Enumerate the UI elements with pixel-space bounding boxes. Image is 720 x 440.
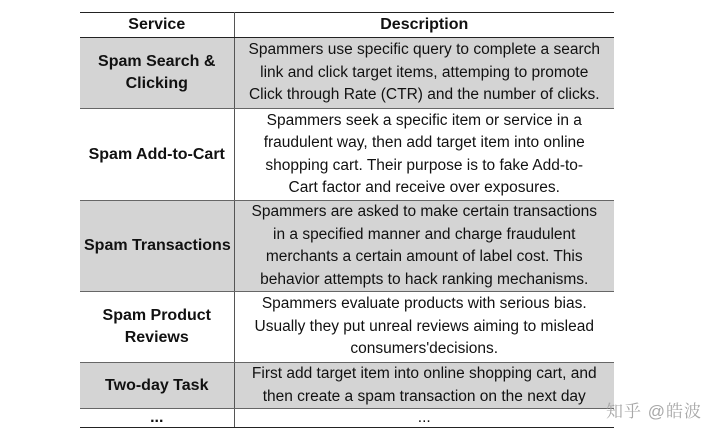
description-line: in a specified manner and charge fraudulent bbox=[273, 225, 576, 243]
description-line: then create a spam transaction on the next day bbox=[262, 387, 586, 405]
table-row bbox=[80, 292, 614, 363]
service-cell bbox=[80, 38, 234, 109]
service-cell bbox=[80, 201, 234, 292]
description-line: consumers'decisions. bbox=[350, 340, 499, 358]
table-row bbox=[80, 38, 614, 109]
description-cell bbox=[234, 201, 614, 292]
watermark: 知乎 @皓波 bbox=[606, 402, 702, 421]
service-name-line: Clicking bbox=[125, 75, 188, 92]
table-row bbox=[80, 201, 614, 292]
service-cell bbox=[80, 363, 234, 409]
service-name-line: Reviews bbox=[124, 329, 189, 346]
description-line: behavior attempts to hack ranking mechanisms. bbox=[260, 270, 589, 288]
description-line: Spammers seek a specific item or service in a bbox=[266, 111, 582, 129]
service-cell bbox=[80, 109, 234, 201]
service-name-line: Spam Search & bbox=[98, 53, 216, 70]
description-cell bbox=[234, 109, 614, 201]
description-line: Spammers use specific query to complete a search bbox=[248, 41, 600, 59]
service-name-line: Spam Product bbox=[102, 307, 211, 324]
description-line: shopping cart. Their purpose is to fake Add-to- bbox=[265, 156, 584, 174]
table-row bbox=[80, 363, 614, 409]
description-cell bbox=[234, 409, 614, 428]
description-line: ... bbox=[417, 409, 431, 426]
service-name-line: ... bbox=[150, 409, 164, 426]
description-line: link and click target items, attemping to promote bbox=[260, 63, 589, 81]
description-line: First add target item into online shopping cart, and bbox=[251, 365, 597, 382]
description-line: merchants a certain amount of label cost. This bbox=[265, 248, 583, 265]
description-cell bbox=[234, 363, 614, 409]
service-column-header: Service bbox=[80, 13, 234, 38]
service-cell bbox=[80, 292, 234, 363]
service-name-line: Spam Transactions bbox=[84, 237, 231, 254]
services-table bbox=[80, 12, 614, 428]
services-table-container bbox=[80, 12, 614, 428]
table-header-row bbox=[80, 13, 614, 38]
description-line: fraudulent way, then add target item into online bbox=[263, 134, 585, 151]
description-column-header: Description bbox=[234, 13, 614, 38]
description-cell bbox=[234, 292, 614, 363]
service-cell bbox=[80, 409, 234, 428]
service-name-line: Two-day Task bbox=[105, 376, 209, 394]
description-cell bbox=[234, 38, 614, 109]
service-name-line: Spam Add-to-Cart bbox=[88, 145, 225, 163]
description-line: Click through Rate (CTR) and the number of clicks. bbox=[248, 86, 600, 104]
description-line: Spammers are asked to make certain transactions bbox=[251, 203, 597, 220]
table-row bbox=[80, 109, 614, 201]
description-line: Usually they put unreal reviews aiming to mislead bbox=[254, 317, 594, 335]
description-line: Cart factor and receive over exposures. bbox=[288, 179, 560, 196]
description-line: Spammers evaluate products with serious bias. bbox=[261, 295, 587, 313]
table-row bbox=[80, 409, 614, 428]
